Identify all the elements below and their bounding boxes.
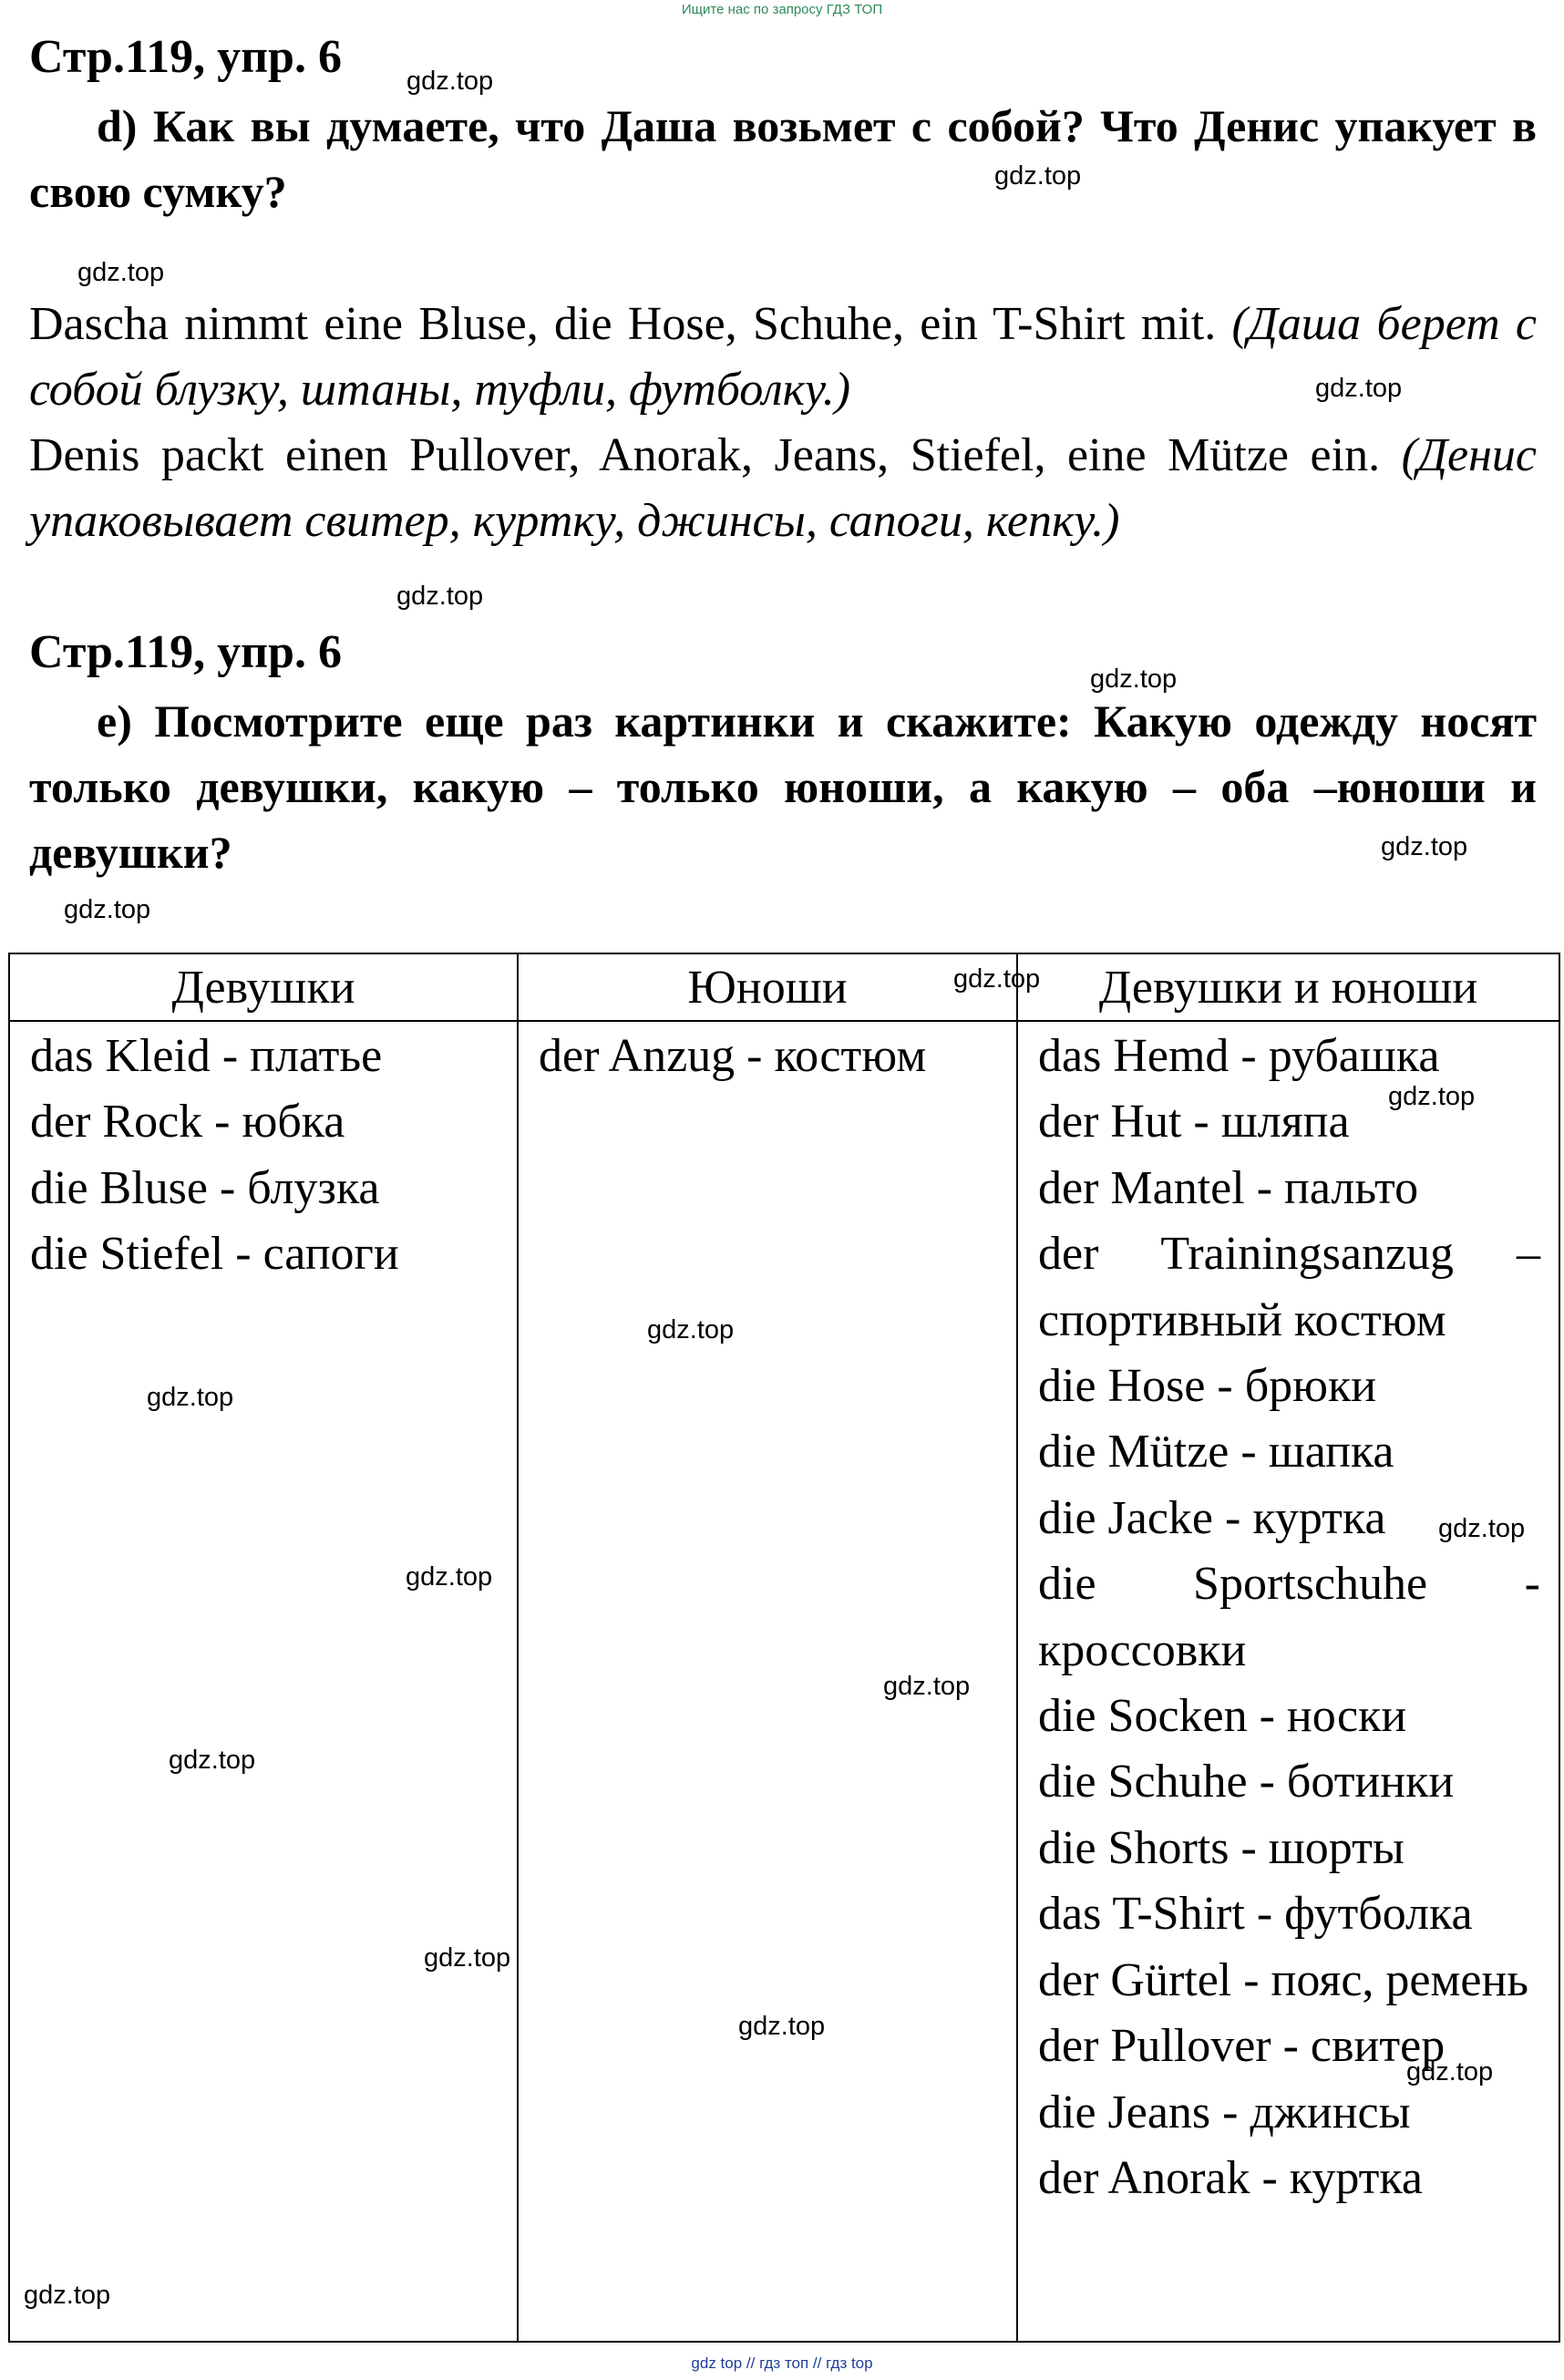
- watermark: gdz.top: [169, 1746, 256, 1775]
- section-d-heading: Стр.119, упр. 6: [29, 31, 342, 83]
- list-item: die Stiefel - сапоги: [30, 1228, 399, 1281]
- section-e-task: e) Посмотрите еще раз картинки и скажите: Какую одежду носят только девушки, какую – только юноши, а какую – оба –юноши и девушки?: [29, 695, 1537, 878]
- watermark: gdz.top: [396, 582, 484, 611]
- list-item: die Sportschuhe - кроссовки: [1038, 1558, 1540, 1676]
- list-item: der Anzug - костюм: [539, 1030, 927, 1082]
- clothing-table: [8, 953, 1560, 2343]
- header-both: Девушки и юноши: [1017, 953, 1559, 1021]
- footer-note: gdz top // гдз топ // гдз top: [691, 2354, 873, 2372]
- watermark: gdz.top: [1388, 1082, 1476, 1111]
- list-item: das T-Shirt - футболка: [1038, 1888, 1473, 1941]
- watermark: gdz.top: [1406, 2057, 1494, 2086]
- watermark: gdz.top: [647, 1315, 735, 1345]
- watermark: gdz.top: [147, 1383, 234, 1412]
- list-item: die Hose - брюки: [1038, 1360, 1377, 1413]
- watermark: gdz.top: [953, 964, 1041, 994]
- section-d-task: d) Как вы думаете, что Даша возьмет с собой? Что Денис упакует в свою сумку?: [29, 100, 1537, 217]
- list-item: die Schuhe - ботинки: [1038, 1756, 1455, 1808]
- watermark: gdz.top: [77, 258, 165, 287]
- watermark: gdz.top: [406, 1562, 493, 1592]
- list-item: die Bluse - блузка: [30, 1161, 380, 1214]
- header-note: Ищите нас по запросу ГДЗ ТОП: [681, 2, 883, 17]
- list-item: der Anorak - куртка: [1038, 2151, 1423, 2204]
- header-girls: Девушки: [9, 953, 518, 1021]
- list-item: der Trainingsanzug – спортивный костюм: [1038, 1228, 1540, 1346]
- section-e-heading: Стр.119, упр. 6: [29, 626, 342, 678]
- watermark: gdz.top: [1090, 665, 1178, 694]
- list-item: der Gürtel - пояс, ремень: [1038, 1953, 1529, 2006]
- header-boys: Юноши: [518, 953, 1017, 1021]
- list-item: die Shorts - шорты: [1038, 1821, 1405, 1874]
- watermark: gdz.top: [994, 161, 1082, 191]
- watermark: gdz.top: [738, 2012, 826, 2041]
- watermark: gdz.top: [406, 67, 494, 96]
- list-item: die Mütze - шапка: [1038, 1426, 1394, 1478]
- both-column: [1017, 1021, 1559, 2342]
- list-item: der Rock - юбка: [30, 1096, 345, 1149]
- table-body-row: [9, 1021, 1559, 2342]
- list-item: der Hut - шляпа: [1038, 1096, 1350, 1149]
- list-item: der Pullover - свитер: [1038, 2020, 1446, 2073]
- watermark: gdz.top: [1438, 1514, 1526, 1543]
- list-item: das Kleid - платье: [30, 1030, 383, 1082]
- watermark: gdz.top: [424, 1943, 511, 1973]
- list-item: das Hemd - рубашка: [1038, 1030, 1440, 1082]
- answer-1-translation: (Даша берет с собой блузку, штаны, туфли, футболку.): [29, 298, 1538, 416]
- list-item: die Jacke - куртка: [1038, 1491, 1386, 1544]
- watermark: gdz.top: [64, 895, 151, 924]
- watermark: gdz.top: [1315, 374, 1403, 403]
- watermark: gdz.top: [1381, 832, 1468, 861]
- watermark: gdz.top: [883, 1672, 971, 1701]
- section-d-answer-1: [29, 292, 1537, 423]
- girls-column: [9, 1021, 518, 2342]
- list-item: die Socken - носки: [1038, 1690, 1407, 1743]
- answer-2-translation: (Денис упаковывает свитер, куртку, джинсы, сапоги, кепку.): [29, 429, 1538, 547]
- list-item: die Jeans - джинсы: [1038, 2086, 1411, 2138]
- answer-1-text: Dascha nimmt eine Bluse, die Hose, Schuhe, ein T-Shirt mit.: [29, 298, 1217, 350]
- table-header-row: [9, 953, 1559, 1021]
- section-d-answer-2: [29, 423, 1537, 554]
- answer-2-text: Denis packt einen Pullover, Anorak, Jeans, Stiefel, eine Mütze ein.: [29, 429, 1381, 481]
- list-item: der Mantel - пальто: [1038, 1161, 1419, 1214]
- watermark: gdz.top: [24, 2281, 111, 2310]
